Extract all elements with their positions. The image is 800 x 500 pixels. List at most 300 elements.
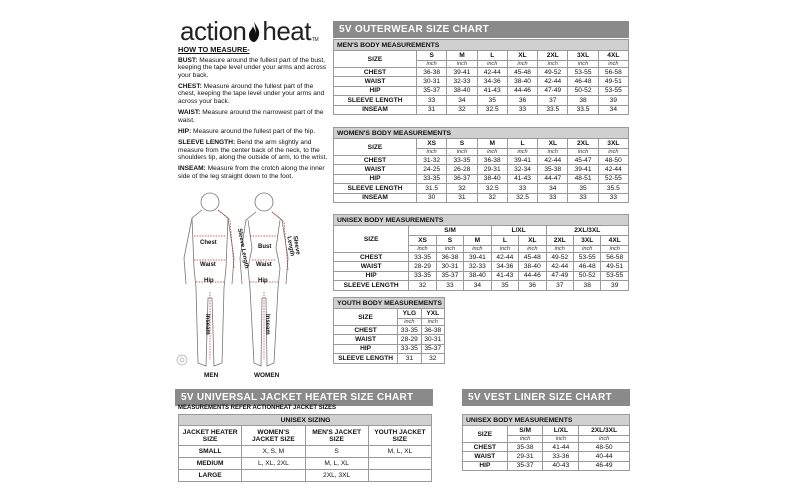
table-cell: 52-55 (598, 174, 628, 183)
table-cell: 35 (477, 96, 507, 105)
howto-term: WAIST: (178, 109, 201, 117)
howto-term: CHEST: (178, 82, 202, 90)
table-cell: 48-51 (568, 174, 598, 183)
unit-label: inch (598, 149, 628, 156)
jacket-col-header: JACKET HEATER SIZE (179, 426, 242, 446)
table-caption: MEN'S BODY MEASUREMENTS (334, 40, 629, 51)
youth-table-wrap (333, 297, 445, 364)
table-row (334, 174, 629, 183)
jacket-col-header: WOMEN'S JACKET SIZE (242, 426, 305, 446)
youth-table (333, 297, 445, 364)
unit-label: inch (409, 246, 436, 253)
table-cell: 30-31 (417, 77, 447, 86)
table-cell: 46-48 (574, 262, 601, 271)
unit-label: inch (538, 149, 568, 156)
table-cell: 33-36 (543, 452, 579, 461)
howto-term: INSEAM: (178, 165, 206, 173)
howto-text: Measure around the narrowest part of the waist. (178, 109, 324, 124)
table-cell: 38-40 (447, 86, 477, 95)
table-row (334, 68, 629, 77)
unit-label: inch (543, 436, 579, 443)
table-cell: 53-55 (568, 68, 598, 77)
unit-label: inch (477, 149, 507, 156)
table-cell: 39 (601, 281, 629, 290)
size-col-header: M (464, 236, 491, 246)
row-label: SLEEVE LENGTH (334, 354, 398, 363)
jacket-col-header: YOUTH JACKET SIZE (368, 426, 431, 446)
size-col-header: S (436, 236, 463, 246)
table-cell: 26-28 (447, 165, 477, 174)
unit-label: inch (601, 246, 629, 253)
size-col-header: 2XL (538, 51, 568, 61)
table-cell: 37 (538, 96, 568, 105)
table-row (463, 443, 630, 452)
table-row (334, 86, 629, 95)
row-label: WAIST (334, 77, 417, 86)
table-cell: 36 (507, 96, 537, 105)
table-cell: 41-43 (507, 174, 537, 183)
inseam-label-women: Inseam (264, 314, 270, 335)
table-cell: 33-35 (417, 174, 447, 183)
table-cell: L, XL, 2XL (242, 458, 305, 470)
jacket-col-header: MEN'S JACKET SIZE (305, 426, 368, 446)
howto-item (178, 128, 330, 136)
table-cell: 2XL, 3XL (305, 470, 368, 482)
unit-label: inch (507, 149, 537, 156)
sleeve-label-women: Sleeve Length (285, 235, 301, 257)
table-cell: 34-36 (477, 77, 507, 86)
table-cell: 56-58 (598, 68, 628, 77)
table-row (334, 105, 629, 114)
size-col-header: M (477, 139, 507, 149)
howto-text: Measure from the crotch along the inner side of the leg straight down to the foot. (178, 165, 325, 180)
table-cell: 33 (436, 281, 463, 290)
table-cell: 33 (507, 105, 537, 114)
table-cell: 32-33 (464, 262, 491, 271)
size-col-header: YLG (398, 309, 421, 319)
row-label: INSEAM (334, 193, 417, 202)
logo-action-text: action (180, 16, 247, 46)
table-cell: 47-49 (546, 271, 573, 280)
table-row (179, 458, 432, 470)
table-cell: 50-52 (574, 271, 601, 280)
table-cell: 39-41 (447, 68, 477, 77)
row-label: SLEEVE LENGTH (334, 96, 417, 105)
size-col-header: YXL (421, 309, 444, 319)
row-label: WAIST (463, 452, 508, 461)
row-label: CHEST (334, 68, 417, 77)
howto-item (178, 57, 330, 80)
table-cell: 35.5 (598, 184, 628, 193)
unit-label: inch (398, 319, 421, 326)
logo-tm: TM (312, 37, 319, 43)
table-row (463, 461, 630, 470)
row-label: HIP (334, 344, 398, 353)
size-col-header: 2XL/3XL (579, 426, 630, 436)
table-cell: 36 (519, 281, 546, 290)
table-cell: 47-49 (538, 86, 568, 95)
table-cell: 32 (477, 193, 507, 202)
table-cell: 33-35 (398, 326, 421, 335)
unit-label: inch (491, 246, 518, 253)
row-label: CHEST (334, 253, 409, 262)
waist-label-women: Waist (256, 262, 272, 268)
table-cell: 34-36 (491, 262, 518, 271)
table-cell: 33.5 (568, 105, 598, 114)
size-col-header: XL (538, 139, 568, 149)
table-cell: 42-44 (598, 165, 628, 174)
table-row (334, 96, 629, 105)
table-cell: 42-44 (546, 262, 573, 271)
outerwear-title: 5V OUTERWEAR SIZE CHART (333, 21, 629, 38)
unit-label: inch (447, 61, 477, 68)
table-cell: 40-44 (579, 452, 630, 461)
table-cell: 34 (598, 105, 628, 114)
howto-term: SLEEVE LENGTH: (178, 138, 236, 146)
howto-item (178, 83, 330, 106)
table-cell: 46-49 (579, 461, 630, 470)
table-cell: 48-50 (579, 443, 630, 452)
howto-item (178, 109, 330, 124)
size-col-header: L (507, 139, 537, 149)
table-cell: 49-52 (538, 68, 568, 77)
table-cell: 36-37 (447, 174, 477, 183)
chest-label: Chest (200, 240, 217, 246)
table-cell: 42-44 (491, 253, 518, 262)
unit-label: inch (436, 246, 463, 253)
table-cell: 53-55 (598, 86, 628, 95)
vest-table-wrap (462, 414, 630, 471)
table-cell: 49-51 (598, 77, 628, 86)
table-cell: 33 (417, 96, 447, 105)
table-cell (368, 470, 431, 482)
table-cell: 48-50 (598, 156, 628, 165)
group-header: S/M (409, 226, 491, 236)
table-cell: 42-44 (538, 156, 568, 165)
jacket-note: MEASUREMENTS REFER ACTIONHEAT JACKET SIZES (178, 405, 337, 411)
table-cell: 35 (568, 184, 598, 193)
size-header: SIZE (463, 426, 508, 443)
table-cell: 32 (447, 105, 477, 114)
size-col-header: S/M (507, 426, 543, 436)
table-cell: M, L, XL (305, 458, 368, 470)
table-cell: 38 (574, 281, 601, 290)
table-cell: 39-41 (568, 165, 598, 174)
womens-table-wrap (333, 127, 629, 203)
table-cell: 38-40 (519, 262, 546, 271)
unit-label: inch (464, 246, 491, 253)
table-cell: 39-41 (507, 156, 537, 165)
table-cell: 28-29 (398, 335, 421, 344)
unit-label: inch (598, 61, 628, 68)
jacket-table (178, 414, 432, 482)
table-row (334, 281, 629, 290)
table-cell: 32.5 (507, 193, 537, 202)
table-cell: 35-37 (421, 344, 444, 353)
howto-text: Bend the arm slightly and measure from the center back of the neck, to the shoulders tip, along the outside of arm, to the wrist. (178, 138, 328, 162)
table-cell: 33 (598, 193, 628, 202)
mens-table (333, 39, 629, 115)
table-cell: 32-33 (447, 77, 477, 86)
table-cell: 30 (417, 193, 447, 202)
howto-text: Measure around the fullest part of the chest, keeping the tape level under your arms and across your back. (178, 82, 325, 106)
table-cell: 33.5 (538, 105, 568, 114)
table-cell: 35-37 (417, 86, 447, 95)
table-cell: S (305, 446, 368, 458)
unit-label: inch (538, 61, 568, 68)
table-cell: 29-31 (507, 452, 543, 461)
row-label: HIP (334, 271, 409, 280)
vest-table (462, 414, 630, 471)
unisex-table-wrap (333, 214, 629, 291)
row-label: HIP (334, 86, 417, 95)
body-silhouettes (172, 188, 330, 380)
table-cell: 33-35 (398, 344, 421, 353)
size-col-header: 2XL (568, 139, 598, 149)
size-col-header: L (491, 236, 518, 246)
womens-table (333, 127, 629, 203)
row-label: MEDIUM (179, 458, 242, 470)
bust-label: Bust (258, 244, 272, 250)
logo-heat-text: heat (262, 16, 311, 46)
how-to-measure (178, 46, 330, 184)
row-label: CHEST (463, 443, 508, 452)
table-cell: 38-40 (464, 271, 491, 280)
row-label: LARGE (179, 470, 242, 482)
table-cell: 32.5 (477, 105, 507, 114)
table-cell: 32.5 (477, 184, 507, 193)
size-col-header: 3XL (598, 139, 628, 149)
table-cell: 36-38 (417, 68, 447, 77)
table-cell: 32-34 (507, 165, 537, 174)
table-cell: 33-35 (409, 271, 436, 280)
unit-label: inch (519, 246, 546, 253)
table-cell: 34 (447, 96, 477, 105)
size-col-header: 4XL (601, 236, 629, 246)
table-cell: 45-48 (519, 253, 546, 262)
size-col-header: L/XL (543, 426, 579, 436)
table-cell: 56-58 (601, 253, 629, 262)
table-cell: 33 (568, 193, 598, 202)
table-cell: 36-38 (421, 326, 444, 335)
row-label: SLEEVE LENGTH (334, 281, 409, 290)
group-header: 2XL/3XL (546, 226, 628, 236)
table-row (179, 470, 432, 482)
table-row (334, 344, 445, 353)
size-col-header: XL (507, 51, 537, 61)
table-cell: 35-37 (507, 461, 543, 470)
unit-label: inch (568, 149, 598, 156)
table-cell: 31 (447, 193, 477, 202)
size-col-header: M (447, 51, 477, 61)
table-row (334, 184, 629, 193)
howto-item (178, 139, 330, 162)
table-cell: 44-46 (519, 271, 546, 280)
table-row (334, 354, 445, 363)
size-col-header: 3XL (574, 236, 601, 246)
table-row (463, 452, 630, 461)
table-cell: 35-38 (507, 443, 543, 452)
unit-label: inch (574, 246, 601, 253)
table-cell: 35 (491, 281, 518, 290)
women-label: WOMEN (254, 372, 280, 379)
unit-label: inch (421, 319, 444, 326)
table-cell (368, 458, 431, 470)
jacket-table-wrap (178, 414, 432, 482)
row-label: WAIST (334, 165, 417, 174)
table-cell: 46-48 (568, 77, 598, 86)
table-cell: 35-38 (538, 165, 568, 174)
size-col-header: XS (409, 236, 436, 246)
howto-term: HIP: (178, 127, 192, 135)
table-cell: 36-38 (477, 156, 507, 165)
table-cell: 32 (409, 281, 436, 290)
table-cell: 38-40 (507, 77, 537, 86)
table-cell: X, S, M (242, 446, 305, 458)
table-cell: 29-31 (477, 165, 507, 174)
how-to-measure-heading: HOW TO MEASURE- (178, 45, 250, 54)
table-cell: 53-55 (574, 253, 601, 262)
table-cell: 31-32 (417, 156, 447, 165)
table-cell: 42-44 (477, 68, 507, 77)
table-cell: 41-44 (543, 443, 579, 452)
row-label: WAIST (334, 335, 398, 344)
size-col-header: 4XL (598, 51, 628, 61)
table-cell: 35-37 (436, 271, 463, 280)
unit-label: inch (546, 246, 573, 253)
table-row (334, 77, 629, 86)
row-label: CHEST (334, 326, 398, 335)
table-row (334, 165, 629, 174)
table-cell: 39 (598, 96, 628, 105)
table-cell: 45-48 (507, 68, 537, 77)
table-row (334, 335, 445, 344)
unit-label: inch (417, 61, 447, 68)
table-cell: 31 (398, 354, 421, 363)
jacket-title: 5V UNIVERSAL JACKET HEATER SIZE CHART (175, 389, 433, 406)
size-col-header: XS (417, 139, 447, 149)
table-caption: YOUTH BODY MEASUREMENTS (334, 298, 445, 309)
table-cell: 30-31 (421, 335, 444, 344)
row-label: INSEAM (334, 105, 417, 114)
table-cell: 38-40 (477, 174, 507, 183)
size-col-header: XL (519, 236, 546, 246)
unisex-table (333, 214, 629, 291)
vest-title: 5V VEST LINER SIZE CHART (462, 389, 630, 406)
table-cell: 49-51 (601, 262, 629, 271)
body-measurement-figure (172, 188, 330, 380)
table-cell: 28-29 (409, 262, 436, 271)
table-caption: UNISEX SIZING (179, 415, 432, 426)
table-caption: UNISEX BODY MEASUREMENTS (334, 215, 629, 226)
unit-label: inch (477, 61, 507, 68)
table-row (334, 271, 629, 280)
row-label: SLEEVE LENGTH (334, 184, 417, 193)
table-cell: 33 (507, 184, 537, 193)
mens-table-wrap (333, 39, 629, 115)
size-header: SIZE (334, 226, 409, 253)
size-col-header: L (477, 51, 507, 61)
table-cell: 34 (538, 184, 568, 193)
table-cell: 39-41 (464, 253, 491, 262)
table-cell: 45-47 (568, 156, 598, 165)
table-cell: 41-43 (491, 271, 518, 280)
table-cell: M, L, XL (368, 446, 431, 458)
table-cell: 24-25 (417, 165, 447, 174)
inseam-label-men: Inseam (204, 314, 210, 335)
size-col-header: 3XL (568, 51, 598, 61)
sleeve-label-men: Sleeve Length (236, 228, 250, 270)
group-header: L/XL (491, 226, 546, 236)
hip-label-women: Hip (258, 278, 268, 284)
table-cell: 32 (447, 184, 477, 193)
row-label: SMALL (179, 446, 242, 458)
size-header: SIZE (334, 309, 398, 326)
waist-label: Waist (200, 262, 216, 268)
table-cell: 31.5 (417, 184, 447, 193)
unit-label: inch (507, 61, 537, 68)
howto-text: Measure around the fullest part of the bust, keeping the tape level under your arms and across your back. (178, 56, 327, 79)
hip-label: Hip (204, 278, 214, 284)
table-cell: 33 (538, 193, 568, 202)
table-cell: 30-31 (436, 262, 463, 271)
target-icon (177, 355, 187, 365)
size-col-header: 2XL (546, 236, 573, 246)
table-cell: 44-47 (538, 174, 568, 183)
table-cell: 32 (421, 354, 444, 363)
flame-icon (247, 21, 261, 43)
actionheat-logo (180, 16, 318, 47)
row-label: CHEST (334, 156, 417, 165)
size-header: SIZE (334, 139, 417, 156)
row-label: WAIST (334, 262, 409, 271)
table-cell: 49-52 (546, 253, 573, 262)
table-row (334, 193, 629, 202)
table-cell: 33-35 (447, 156, 477, 165)
table-cell: 53-55 (601, 271, 629, 280)
table-cell: 44-46 (507, 86, 537, 95)
unit-label: inch (579, 436, 630, 443)
table-cell (242, 470, 305, 482)
table-cell: 40-43 (543, 461, 579, 470)
unit-label: inch (447, 149, 477, 156)
men-label: MEN (204, 372, 219, 379)
table-cell: 34 (464, 281, 491, 290)
table-cell: 37 (546, 281, 573, 290)
table-row (334, 326, 445, 335)
howto-term: BUST: (178, 56, 198, 64)
table-cell: 50-52 (568, 86, 598, 95)
howto-text: Measure around the fullest part of the hip. (193, 127, 316, 135)
table-cell: 33-35 (409, 253, 436, 262)
row-label: HIP (334, 174, 417, 183)
unit-label: inch (507, 436, 543, 443)
unit-label: inch (417, 149, 447, 156)
size-col-header: S (447, 139, 477, 149)
table-row (334, 253, 629, 262)
table-cell: 36-38 (436, 253, 463, 262)
table-row (179, 446, 432, 458)
table-row (334, 262, 629, 271)
size-col-header: S (417, 51, 447, 61)
unit-label: inch (568, 61, 598, 68)
row-label: HIP (463, 461, 508, 470)
table-caption: UNISEX BODY MEASUREMENTS (463, 415, 630, 426)
howto-item (178, 165, 330, 180)
table-cell: 41-43 (477, 86, 507, 95)
table-cell: 38 (568, 96, 598, 105)
table-row (334, 156, 629, 165)
